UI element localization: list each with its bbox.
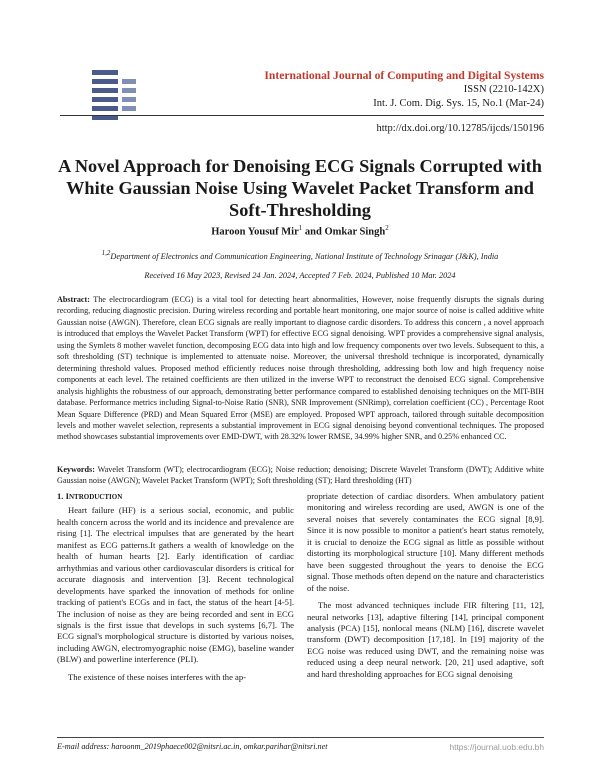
footer-rule xyxy=(57,737,544,738)
journal-name: International Journal of Computing and Digital Systems xyxy=(264,69,544,82)
keywords xyxy=(57,464,544,487)
affiliation-sup: 1,2 xyxy=(101,249,111,257)
footer-url[interactable]: https://journal.uob.edu.bh xyxy=(449,742,544,752)
section-heading xyxy=(57,491,294,503)
keywords-label: Keywords: xyxy=(57,465,95,474)
received-dates: Received 16 May 2023, Revised 24 Jan. 2024, Accepted 7 Feb. 2024, Published 10 Mar. 2024 xyxy=(144,271,456,280)
header-rule xyxy=(60,115,544,116)
section-title-first: I xyxy=(65,491,69,501)
abstract-text: The electrocardiogram (ECG) is a vital tool for detecting heart abnormalities, However, noise frequently disrupts the signals during recording, reducing diagnostic precision. During wireless recording and portable heart monitoring, one major source of noise is called additive white Gaussian noise (AWGN). Therefore, clean ECG signals are really important to diagnose cardic disorders. To address this concern , a novel approach is introduced that employs the Wavelet Packet Transform (WPT) for effective ECG signal denoising. WPT provides a comprehensive signal analysis, using the Symlets 8 mother wavelet function, decomposing ECG data into high and low frequency components over two levels. Subsequent to this, a soft thresholding (ST) technique is implemented to attenuate noise. Moreover, the universal threshold technique is incorporated, dynamically determining threshold values. Proposed method efficiently reduces noise through thresholding, addressing both low and high frequency noise components at each level. The retained coefficients are then utilized in the inverse WPT to reconstruct the denoised ECG signal. Comprehensive analysis highlights the robustness of our approach, demonstrating better performance compared to established denoising techniques on the MIT-BIH database. Performance metrics including Signal-to-Noise Ratio (SNR), SNR Improvement (SNRimp), correlation coefficient (CC) , Percentage Root Mean Square Difference (PRD) and Mean Squared Error (MSE) are employed. Proposed WPT approach, tailored through suitable decomposition levels and mother wavelet selection, represents a substantial improvement in ECG signal denoising beyond conventional techniques. The proposed method showcases substantial improvements over EMD-DWT, with 28.32% lower RMSE, 34.99% higher SNR, and 0.25% enhanced CC. xyxy=(57,295,544,442)
affiliation-text: Department of Electronics and Communication Engineering, National Institute of Technology Srinagar (J&K), India xyxy=(110,251,499,261)
doi-link[interactable]: http://dx.doi.org/10.12785/ijcds/150196 xyxy=(376,123,544,134)
abstract-label: Abstract: xyxy=(57,295,90,304)
abstract xyxy=(57,294,544,443)
author-2: Omkar Singh xyxy=(324,226,386,238)
author-1: Haroon Yousuf Mir xyxy=(211,226,299,238)
intro-paragraph-2-cont: propriate detection of cardiac disorders. When ambulatory patient monitoring and wireless recording are used, AWGN is one of the several noises that severely contaminates the ECG signal [8,9]. Since it is now possible to monitor a patient's heart status remotely, it is crucial to denoize the ECG signal as little as possible without distorting its morphological structure [10]. Many different methods have been suggested throughout the years to denoise the ECG signal. Those methods often depend on the nature and characteristics of the noise. xyxy=(307,491,544,593)
intro-paragraph-1: Heart failure (HF) is a serious social, economic, and public health concern across the world and its incidence and prevalence are rising [1]. The electrical impulses that are generated by the heart manifest as ECG patterns.It gathers a wealth of knowledge on the health of human hearts [2]. Early identification of cardiac arrhythmias and various other cardiovascular disorders is critical for accurate diagnosis and intervention [3]. Recent technological developments have sparked the innovation of methods for online tracking of patient's ECGs and in fact, the status of the heart [4-5]. The inclusion of noise as they are being recorded and sent in ECG signals is the first issue that develops in such systems [6,7]. The ECG signal's morphological structure is distorted by various noises, including AWGN, electromyographic noise (EMG), baseline wander (BLW) and powerline interference (PLI). xyxy=(57,505,294,665)
author-and: and xyxy=(302,226,325,238)
section-title-rest: NTRODUCTION xyxy=(68,493,123,501)
intro-paragraph-3: The most advanced techniques include FIR filtering [11, 12], neural networks [13], adaptive filtering [14], principal component analysis (PCA) [15], nonlocal means (NLM) [16], discrete wavelet transform (DWT) decomposition [17,18]. In [19] majority of the ECG noise was reduced using DWT, and the remaining noise was reduced using a deep neural network. [20, 21] used adaptive, soft and hard thresholding approaches for ECG signal denoising xyxy=(307,600,544,679)
paper-title: A Novel Approach for Denoising ECG Signals Corrupted with White Gaussian Noise Using Wavelet Packet Transform and Soft-Thresholding xyxy=(58,156,542,220)
journal-issn: ISSN (2210-142X) xyxy=(463,84,544,95)
journal-citation: Int. J. Com. Dig. Sys. 15, No.1 (Mar-24) xyxy=(373,98,544,109)
authors xyxy=(0,224,600,238)
right-column xyxy=(307,491,544,680)
section-number: 1. xyxy=(57,491,64,501)
author-2-sup: 2 xyxy=(385,224,389,232)
left-column xyxy=(57,491,294,683)
journal-logo xyxy=(62,70,212,127)
author-1-sup: 1 xyxy=(298,224,303,232)
intro-paragraph-2: The existence of these noises interferes with the ap- xyxy=(68,671,247,682)
journal-header xyxy=(264,68,544,111)
keywords-text: Wavelet Transform (WT); electrocardiogram (ECG); Noise reduction; denoising; Discrete Wavelet Transform (DWT); Additive white Gaussian noise (AWGN); Wavelet Packet Transform (WPT); Soft thresholding (ST); Hard thresholding (HT) xyxy=(57,465,544,486)
affiliation xyxy=(0,249,600,261)
footer-email: E-mail address: haroonm_2019phaece002@nitsri.ac.in, omkar.parihar@nitsri.net xyxy=(57,742,328,751)
